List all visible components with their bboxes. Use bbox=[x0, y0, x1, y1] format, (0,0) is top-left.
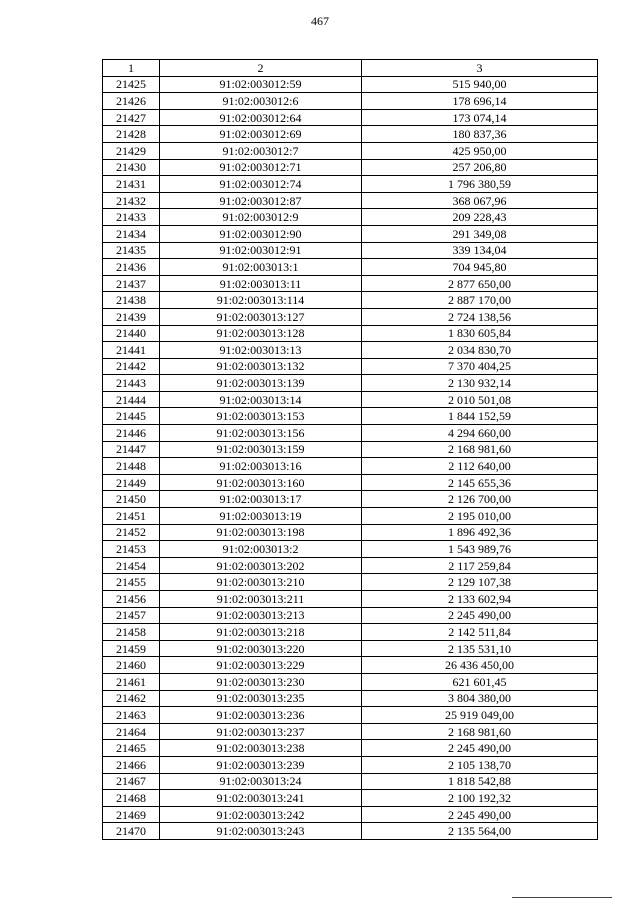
table-row bbox=[103, 159, 598, 176]
value-cell: 2 105 138,70 bbox=[362, 756, 598, 773]
table-row bbox=[103, 657, 598, 674]
cadastral-number-cell: 91:02:003013:128 bbox=[160, 325, 362, 342]
cadastral-number-cell: 91:02:003013:238 bbox=[160, 740, 362, 757]
table-row bbox=[103, 192, 598, 209]
row-number-cell: 21470 bbox=[103, 823, 160, 840]
table-row bbox=[103, 508, 598, 525]
row-number-cell: 21431 bbox=[103, 176, 160, 193]
cadastral-number-cell: 91:02:003012:71 bbox=[160, 159, 362, 176]
column-header-2: 2 bbox=[160, 60, 362, 77]
row-number-cell: 21439 bbox=[103, 308, 160, 325]
value-cell: 2 010 501,08 bbox=[362, 391, 598, 408]
value-cell: 26 436 450,00 bbox=[362, 657, 598, 674]
table-row bbox=[103, 574, 598, 591]
value-cell: 2 135 531,10 bbox=[362, 640, 598, 657]
value-cell: 425 950,00 bbox=[362, 142, 598, 159]
cadastral-number-cell: 91:02:003013:139 bbox=[160, 375, 362, 392]
value-cell: 2 145 655,36 bbox=[362, 474, 598, 491]
table-row bbox=[103, 773, 598, 790]
cadastral-number-cell: 91:02:003013:156 bbox=[160, 425, 362, 442]
row-number-cell: 21444 bbox=[103, 391, 160, 408]
table-row bbox=[103, 640, 598, 657]
table-row bbox=[103, 806, 598, 823]
row-number-cell: 21454 bbox=[103, 557, 160, 574]
cadastral-number-cell: 91:02:003013:127 bbox=[160, 308, 362, 325]
cadastral-number-cell: 91:02:003012:90 bbox=[160, 225, 362, 242]
table-row bbox=[103, 142, 598, 159]
value-cell: 2 133 602,94 bbox=[362, 591, 598, 608]
header-row bbox=[103, 60, 598, 77]
table-row bbox=[103, 591, 598, 608]
cadastral-number-cell: 91:02:003013:220 bbox=[160, 640, 362, 657]
row-number-cell: 21460 bbox=[103, 657, 160, 674]
value-cell: 704 945,80 bbox=[362, 259, 598, 276]
table-row bbox=[103, 308, 598, 325]
table-row bbox=[103, 358, 598, 375]
value-cell: 515 940,00 bbox=[362, 76, 598, 93]
row-number-cell: 21455 bbox=[103, 574, 160, 591]
row-number-cell: 21449 bbox=[103, 474, 160, 491]
cadastral-number-cell: 91:02:003012:59 bbox=[160, 76, 362, 93]
value-cell: 2 195 010,00 bbox=[362, 508, 598, 525]
table-row bbox=[103, 790, 598, 807]
value-cell: 621 601,45 bbox=[362, 673, 598, 690]
value-cell: 178 696,14 bbox=[362, 93, 598, 110]
value-cell: 173 074,14 bbox=[362, 109, 598, 126]
table-row bbox=[103, 93, 598, 110]
value-cell: 1 896 492,36 bbox=[362, 524, 598, 541]
value-cell: 2 112 640,00 bbox=[362, 458, 598, 475]
table-row bbox=[103, 624, 598, 641]
cadastral-number-cell: 91:02:003013:114 bbox=[160, 292, 362, 309]
value-cell: 2 724 138,56 bbox=[362, 308, 598, 325]
cadastral-number-cell: 91:02:003013:24 bbox=[160, 773, 362, 790]
row-number-cell: 21427 bbox=[103, 109, 160, 126]
value-cell: 2 245 490,00 bbox=[362, 740, 598, 757]
table-row bbox=[103, 275, 598, 292]
cadastral-number-cell: 91:02:003013:235 bbox=[160, 690, 362, 707]
table-row bbox=[103, 242, 598, 259]
row-number-cell: 21428 bbox=[103, 126, 160, 143]
cadastral-number-cell: 91:02:003013:213 bbox=[160, 607, 362, 624]
value-cell: 2 135 564,00 bbox=[362, 823, 598, 840]
value-cell: 1 844 152,59 bbox=[362, 408, 598, 425]
row-number-cell: 21452 bbox=[103, 524, 160, 541]
cadastral-number-cell: 91:02:003013:16 bbox=[160, 458, 362, 475]
value-cell: 2 168 981,60 bbox=[362, 723, 598, 740]
cadastral-number-cell: 91:02:003013:242 bbox=[160, 806, 362, 823]
column-header-1: 1 bbox=[103, 60, 160, 77]
value-cell: 2 877 650,00 bbox=[362, 275, 598, 292]
table-header bbox=[103, 60, 598, 77]
value-cell: 2 130 932,14 bbox=[362, 375, 598, 392]
value-cell: 2 245 490,00 bbox=[362, 806, 598, 823]
value-cell: 2 100 192,32 bbox=[362, 790, 598, 807]
table-row bbox=[103, 209, 598, 226]
value-cell: 2 129 107,38 bbox=[362, 574, 598, 591]
cadastral-number-cell: 91:02:003013:239 bbox=[160, 756, 362, 773]
table-row bbox=[103, 491, 598, 508]
row-number-cell: 21441 bbox=[103, 342, 160, 359]
table-row bbox=[103, 259, 598, 276]
table-row bbox=[103, 425, 598, 442]
value-cell: 291 349,08 bbox=[362, 225, 598, 242]
row-number-cell: 21456 bbox=[103, 591, 160, 608]
cadastral-number-cell: 91:02:003013:14 bbox=[160, 391, 362, 408]
cadastral-number-cell: 91:02:003012:9 bbox=[160, 209, 362, 226]
cadastral-number-cell: 91:02:003013:13 bbox=[160, 342, 362, 359]
row-number-cell: 21459 bbox=[103, 640, 160, 657]
table-row bbox=[103, 292, 598, 309]
row-number-cell: 21435 bbox=[103, 242, 160, 259]
cadastral-number-cell: 91:02:003012:64 bbox=[160, 109, 362, 126]
value-cell: 339 134,04 bbox=[362, 242, 598, 259]
table-row bbox=[103, 225, 598, 242]
cadastral-number-cell: 91:02:003012:74 bbox=[160, 176, 362, 193]
row-number-cell: 21450 bbox=[103, 491, 160, 508]
value-cell: 2 887 170,00 bbox=[362, 292, 598, 309]
value-cell: 7 370 404,25 bbox=[362, 358, 598, 375]
cadastral-number-cell: 91:02:003013:211 bbox=[160, 591, 362, 608]
row-number-cell: 21446 bbox=[103, 425, 160, 442]
table-row bbox=[103, 126, 598, 143]
cadastral-number-cell: 91:02:003013:210 bbox=[160, 574, 362, 591]
row-number-cell: 21464 bbox=[103, 723, 160, 740]
value-cell: 25 919 049,00 bbox=[362, 707, 598, 724]
cadastral-number-cell: 91:02:003012:69 bbox=[160, 126, 362, 143]
value-cell: 180 837,36 bbox=[362, 126, 598, 143]
value-cell: 209 228,43 bbox=[362, 209, 598, 226]
registry-table bbox=[102, 59, 598, 840]
cadastral-number-cell: 91:02:003013:237 bbox=[160, 723, 362, 740]
row-number-cell: 21457 bbox=[103, 607, 160, 624]
table-row bbox=[103, 176, 598, 193]
row-number-cell: 21443 bbox=[103, 375, 160, 392]
row-number-cell: 21467 bbox=[103, 773, 160, 790]
table-row bbox=[103, 823, 598, 840]
value-cell: 4 294 660,00 bbox=[362, 425, 598, 442]
cadastral-number-cell: 91:02:003013:159 bbox=[160, 441, 362, 458]
cadastral-number-cell: 91:02:003013:241 bbox=[160, 790, 362, 807]
cadastral-number-cell: 91:02:003013:2 bbox=[160, 541, 362, 558]
table-row bbox=[103, 474, 598, 491]
row-number-cell: 21426 bbox=[103, 93, 160, 110]
value-cell: 2 142 511,84 bbox=[362, 624, 598, 641]
row-number-cell: 21445 bbox=[103, 408, 160, 425]
table-row bbox=[103, 673, 598, 690]
cadastral-number-cell: 91:02:003013:230 bbox=[160, 673, 362, 690]
table-row bbox=[103, 541, 598, 558]
value-cell: 1 830 605,84 bbox=[362, 325, 598, 342]
row-number-cell: 21437 bbox=[103, 275, 160, 292]
table-row bbox=[103, 342, 598, 359]
table-row bbox=[103, 740, 598, 757]
column-header-3: 3 bbox=[362, 60, 598, 77]
row-number-cell: 21436 bbox=[103, 259, 160, 276]
table-row bbox=[103, 441, 598, 458]
row-number-cell: 21461 bbox=[103, 673, 160, 690]
row-number-cell: 21463 bbox=[103, 707, 160, 724]
table-body bbox=[103, 76, 598, 839]
cadastral-number-cell: 91:02:003012:7 bbox=[160, 142, 362, 159]
table-row bbox=[103, 109, 598, 126]
row-number-cell: 21440 bbox=[103, 325, 160, 342]
table-row bbox=[103, 76, 598, 93]
cadastral-number-cell: 91:02:003013:132 bbox=[160, 358, 362, 375]
row-number-cell: 21429 bbox=[103, 142, 160, 159]
cadastral-number-cell: 91:02:003013:19 bbox=[160, 508, 362, 525]
row-number-cell: 21468 bbox=[103, 790, 160, 807]
table-row bbox=[103, 707, 598, 724]
row-number-cell: 21425 bbox=[103, 76, 160, 93]
value-cell: 2 117 259,84 bbox=[362, 557, 598, 574]
row-number-cell: 21466 bbox=[103, 756, 160, 773]
cadastral-number-cell: 91:02:003013:11 bbox=[160, 275, 362, 292]
page-number: 467 bbox=[311, 14, 329, 28]
row-number-cell: 21465 bbox=[103, 740, 160, 757]
value-cell: 1 818 542,88 bbox=[362, 773, 598, 790]
cadastral-number-cell: 91:02:003013:160 bbox=[160, 474, 362, 491]
cadastral-number-cell: 91:02:003013:198 bbox=[160, 524, 362, 541]
table-row bbox=[103, 723, 598, 740]
value-cell: 2 126 700,00 bbox=[362, 491, 598, 508]
row-number-cell: 21430 bbox=[103, 159, 160, 176]
table-row bbox=[103, 408, 598, 425]
cadastral-number-cell: 91:02:003013:153 bbox=[160, 408, 362, 425]
table-row bbox=[103, 325, 598, 342]
cadastral-number-cell: 91:02:003013:202 bbox=[160, 557, 362, 574]
value-cell: 2 168 981,60 bbox=[362, 441, 598, 458]
value-cell: 368 067,96 bbox=[362, 192, 598, 209]
table-row bbox=[103, 458, 598, 475]
cadastral-number-cell: 91:02:003013:17 bbox=[160, 491, 362, 508]
row-number-cell: 21453 bbox=[103, 541, 160, 558]
table-row bbox=[103, 391, 598, 408]
table-row bbox=[103, 690, 598, 707]
row-number-cell: 21462 bbox=[103, 690, 160, 707]
value-cell: 2 034 830,70 bbox=[362, 342, 598, 359]
table-row bbox=[103, 756, 598, 773]
value-cell: 257 206,80 bbox=[362, 159, 598, 176]
footer-rule bbox=[512, 897, 612, 898]
cadastral-number-cell: 91:02:003012:91 bbox=[160, 242, 362, 259]
value-cell: 3 804 380,00 bbox=[362, 690, 598, 707]
cadastral-number-cell: 91:02:003013:218 bbox=[160, 624, 362, 641]
cadastral-number-cell: 91:02:003013:1 bbox=[160, 259, 362, 276]
cadastral-number-cell: 91:02:003012:6 bbox=[160, 93, 362, 110]
row-number-cell: 21451 bbox=[103, 508, 160, 525]
table-row bbox=[103, 557, 598, 574]
value-cell: 2 245 490,00 bbox=[362, 607, 598, 624]
row-number-cell: 21469 bbox=[103, 806, 160, 823]
row-number-cell: 21442 bbox=[103, 358, 160, 375]
cadastral-number-cell: 91:02:003013:243 bbox=[160, 823, 362, 840]
cadastral-number-cell: 91:02:003013:229 bbox=[160, 657, 362, 674]
table-row bbox=[103, 375, 598, 392]
value-cell: 1 796 380,59 bbox=[362, 176, 598, 193]
table-row bbox=[103, 607, 598, 624]
row-number-cell: 21432 bbox=[103, 192, 160, 209]
cadastral-number-cell: 91:02:003013:236 bbox=[160, 707, 362, 724]
row-number-cell: 21448 bbox=[103, 458, 160, 475]
row-number-cell: 21458 bbox=[103, 624, 160, 641]
row-number-cell: 21433 bbox=[103, 209, 160, 226]
table-row bbox=[103, 524, 598, 541]
cadastral-number-cell: 91:02:003012:87 bbox=[160, 192, 362, 209]
row-number-cell: 21438 bbox=[103, 292, 160, 309]
row-number-cell: 21434 bbox=[103, 225, 160, 242]
value-cell: 1 543 989,76 bbox=[362, 541, 598, 558]
row-number-cell: 21447 bbox=[103, 441, 160, 458]
